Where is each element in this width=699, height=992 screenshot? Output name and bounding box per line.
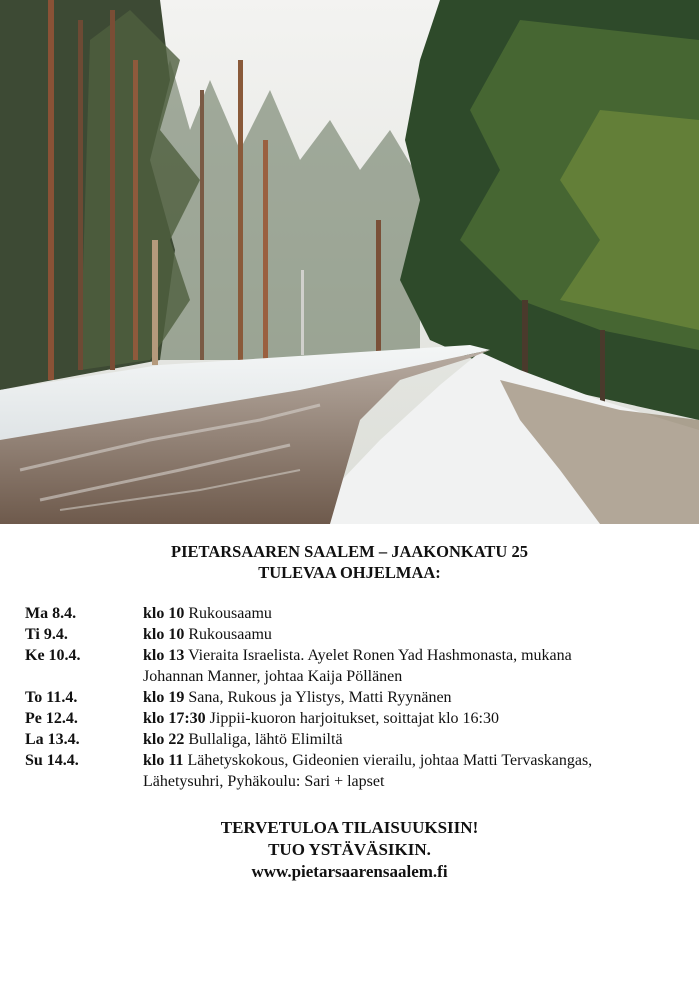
schedule-day: Ti 9.4. bbox=[25, 626, 68, 643]
schedule-text: Jippii-kuoron harjoitukset, soittajat klo 16:30 bbox=[209, 710, 499, 727]
church-address-heading: PIETARSAAREN SAALEM – JAAKONKATU 25 bbox=[171, 542, 528, 561]
schedule-text-continued: Lähetysuhri, Pyhäkoulu: Sari + lapset bbox=[143, 773, 385, 790]
footer bbox=[0, 817, 699, 883]
schedule-day: La 13.4. bbox=[25, 731, 80, 748]
schedule-day: Ma 8.4. bbox=[25, 605, 77, 622]
schedule-day: Pe 12.4. bbox=[25, 710, 78, 727]
schedule-text-continued: Johannan Manner, johtaa Kaija Pöllänen bbox=[143, 668, 403, 685]
schedule-list bbox=[25, 603, 685, 792]
schedule-time: klo 19 bbox=[143, 689, 185, 706]
schedule-time: klo 13 bbox=[143, 647, 185, 664]
schedule-item bbox=[25, 729, 685, 750]
schedule-day: Ke 10.4. bbox=[25, 647, 81, 664]
schedule-desc bbox=[143, 687, 685, 708]
schedule-item bbox=[25, 624, 685, 645]
schedule-time: klo 10 bbox=[143, 605, 185, 622]
schedule-item bbox=[25, 687, 685, 708]
schedule-text: Rukousaamu bbox=[188, 605, 272, 622]
schedule-item bbox=[25, 645, 685, 687]
schedule-time: klo 17:30 bbox=[143, 710, 206, 727]
website-link[interactable]: www.pietarsaarensaalem.fi bbox=[251, 862, 448, 881]
schedule-time: klo 22 bbox=[143, 731, 185, 748]
program-heading: TULEVAA OHJELMAA: bbox=[258, 563, 441, 582]
schedule-desc bbox=[143, 603, 685, 624]
schedule-item bbox=[25, 603, 685, 624]
schedule-item bbox=[25, 750, 685, 792]
schedule-text: Lähetyskokous, Gideonien vierailu, johtaa Matti Tervaskangas, bbox=[187, 752, 593, 769]
schedule-day: Su 14.4. bbox=[25, 752, 79, 769]
schedule-text: Bullaliga, lähtö Elimiltä bbox=[188, 731, 343, 748]
schedule-item bbox=[25, 708, 685, 729]
schedule-desc bbox=[143, 645, 685, 687]
welcome-text: TERVETULOA TILAISUUKSIIN! bbox=[220, 818, 479, 837]
schedule-text: Rukousaamu bbox=[188, 626, 272, 643]
schedule-desc bbox=[143, 729, 685, 750]
schedule-text: Sana, Rukous ja Ylistys, Matti Ryynänen bbox=[188, 689, 452, 706]
schedule-desc bbox=[143, 750, 685, 792]
bring-friend-text: TUO YSTÄVÄSIKIN. bbox=[268, 840, 431, 859]
schedule-text: Vieraita Israelista. Ayelet Ronen Yad Hashmonasta, mukana bbox=[188, 647, 572, 664]
schedule-time: klo 10 bbox=[143, 626, 185, 643]
schedule-desc bbox=[143, 624, 685, 645]
schedule-desc bbox=[143, 708, 685, 729]
schedule-day: To 11.4. bbox=[25, 689, 78, 706]
schedule-time: klo 11 bbox=[143, 752, 184, 769]
